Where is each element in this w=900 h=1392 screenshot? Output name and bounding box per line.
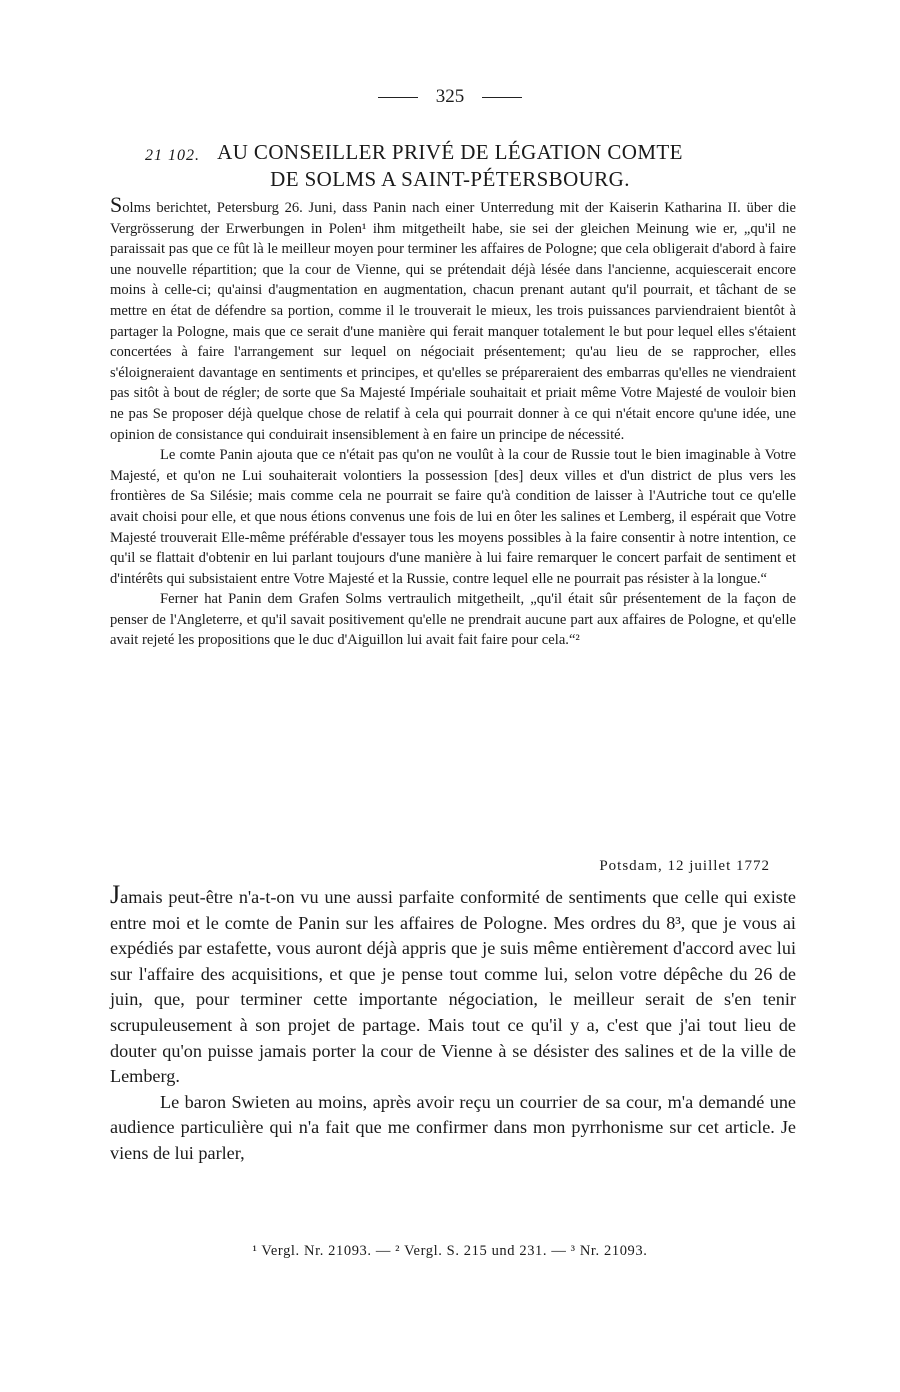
page-number: 325 — [435, 86, 465, 107]
document-number: 21 102. — [145, 147, 200, 164]
page-header — [0, 86, 900, 108]
summary-paragraph-2: Le comte Panin ajouta que ce n'était pas qu'on ne voulût à la cour de Russie tout le bien imaginable à Votre Majesté, et qu'on ne Lui souhaiterait volontiers la possession [des] deux villes et d'un district de plus vers les frontières de Sa Silésie; mais comme cela ne pourrait se faire qu'à condition de laisser à l'Autriche tout ce qu'elle avait choisi pour elle, et que nous étions convenus une fois de lui en ôter les salines et Lemberg, il espérait que Votre Majesté trouverait Elle-même préférable d'essayer tous les moyens possibles à la faire consentir à notre intention, ce qu'il se flattait d'obtenir en lui parlant toujours d'une manière à lui faire remarquer le concert parfait de sentiment et d'intérêts qui subsistaient entre Votre Majesté et la Russie, contre lequel elle ne pourrait pas résister à la longue.“ — [110, 447, 796, 587]
heading-line-1: AU CONSEILLER PRIVÉ DE LÉGATION COMTE — [217, 140, 683, 164]
letter-paragraph-1: Jamais peut-être n'a-t-on vu une aussi parfaite conformité de sentiments que celle qui existe entre moi et le comte de Panin sur les affaires de Pologne. Mes ordres du 8³, que je vous ai expédiés par estafette, vous auront déjà appris que je suis même entièrement d'accord avec lui sur l'affaire des acquisitions, et que je pense tout comme lui, selon votre dépêche du 26 de juin, que, pour terminer cette importante négociation, le meilleur serait de s'en tenir scrupuleusement à son projet de partage. Mais tout ce qu'il y a, c'est que j'ai tout lieu de douter qu'on puisse jamais porter la cour de Vienne à se désister des salines et de la ville de Lemberg. — [110, 880, 796, 1087]
summary-paragraph-3: Ferner hat Panin dem Grafen Solms vertraulich mitgetheilt, „qu'il était sûr présentement de la façon de penser de l'Angleterre, et qu'il savait positivement qu'elle ne prendrait aucune part aux affaires de Pologne, et qu'elle avait rejeté les propositions que le duc d'Aiguillon lui avait fait faire pour cela.“² — [110, 591, 796, 649]
footnotes: ¹ Vergl. Nr. 21093. — ² Vergl. S. 215 und 231. — ³ Nr. 21093. — [252, 1243, 648, 1259]
letter-paragraph-2: Le baron Swieten au moins, après avoir reçu un courrier de sa cour, m'a demandé une audience particulière qui n'a fait que me confirmer dans mon pyrrhonisme sur cet article. Je viens de lui parler, — [110, 1091, 796, 1163]
header-rule-left — [378, 97, 418, 98]
summary-block — [110, 192, 796, 651]
letter-heading — [120, 139, 780, 193]
dateline: Potsdam, 12 juillet 1772 — [599, 858, 770, 874]
summary-paragraph-1: Solms berichtet, Petersburg 26. Juni, dass Panin nach einer Unterredung mit der Kaiserin Katharina II. über die Vergrösserung der Erwerbungen in Polen¹ ihm mitgetheilt habe, sie sei der gleichen Meinung wie er, „qu'il ne paraissait pas que ce fût là le meilleur moyen pour terminer les affaires de Pologne; que cela obligerait d'abord à faire une nouvelle répartition; que la cour de Vienne, qui se prétendait déjà lésée dans l'ancienne, acquiescerait encore moins à celle-ci; qu'ainsi d'augmentation en augmentation, chacun prenant autant qu'il pourrait, et tâchant de se mettre en état de défendre sa portion, comme il le trouverait le mieux, les trois puissances parviendraient bientôt à partager la Pologne, mais que ce serait d'une manière qui ferait manquer totalement le but pour lequel elles s'étaient concertées à faire l'arrangement sur lequel on négociait présentement; qu'au lieu de se rapprocher, elles s'éloigneraient davantage en sentiments et principes, et qu'elles se prépareraient des embarras qu'elles ne viendraient pas sitôt à bout de régler; de sorte que Sa Majesté Impériale souhaitait et priait même Votre Majesté de vouloir bien ne pas Se proposer déjà quelque chose de relatif à cela qui pourrait donner à ce qui n'était encore qu'une idée, une opinion de consistance qui conduirait insensiblement à en faire un principe de nécessité. — [110, 192, 796, 443]
header-rule-right — [482, 97, 522, 98]
letter-body — [110, 882, 796, 1167]
heading-line-2: DE SOLMS A SAINT-PÉTERSBOURG. — [270, 167, 630, 191]
